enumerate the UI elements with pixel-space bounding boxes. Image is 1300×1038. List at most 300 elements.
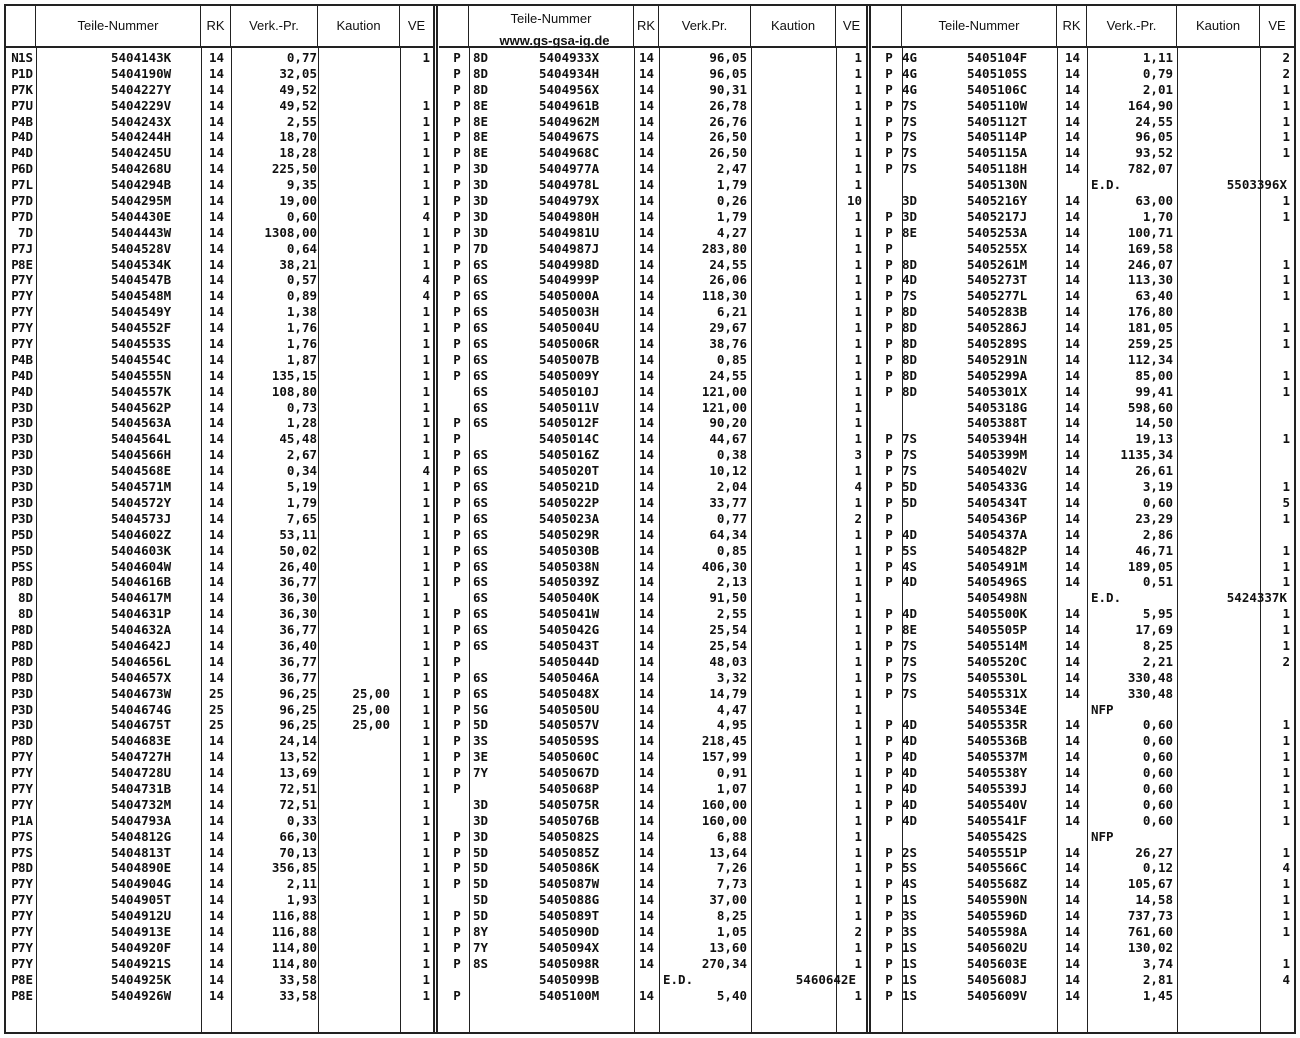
- rk-cell: 14: [209, 494, 225, 510]
- status-cell: P: [11, 637, 19, 653]
- price-cell: 4,95: [716, 717, 747, 733]
- ve-cell: 1: [1282, 558, 1290, 574]
- price-cell: E.D.: [1091, 590, 1122, 606]
- rk-cell: 14: [1065, 717, 1081, 733]
- price-cell: 3,74: [1142, 955, 1173, 971]
- ve-cell: 1: [1282, 97, 1290, 113]
- status-cell: P: [885, 574, 893, 590]
- model-cell: 1S: [902, 939, 918, 955]
- price-cell: 169,58: [1127, 240, 1173, 256]
- part-number-cell: 5405590N: [967, 892, 1028, 908]
- ve-cell: 1: [854, 50, 862, 65]
- price-cell: 72,51: [279, 780, 317, 796]
- status-cell: P: [885, 606, 893, 622]
- ve-cell: 1: [422, 844, 430, 860]
- price-cell: 26,61: [1135, 463, 1173, 479]
- price-cell: 32,05: [279, 65, 317, 81]
- table-row: [6, 50, 433, 66]
- ve-cell: 1: [854, 494, 862, 510]
- rk-cell: 14: [1065, 415, 1081, 431]
- part-number-cell: 5405007B: [539, 351, 600, 367]
- table-row: [872, 241, 1294, 257]
- rk-cell: 14: [209, 145, 225, 161]
- ve-cell: 1: [854, 208, 862, 224]
- table-row: [872, 66, 1294, 82]
- model-cell: 7Y: [18, 749, 34, 765]
- price-cell: 36,40: [279, 637, 317, 653]
- status-cell: P: [11, 494, 19, 510]
- header-kaution: Kaution: [751, 6, 836, 46]
- price-cell: 3,32: [716, 669, 747, 685]
- table-row: [872, 606, 1294, 622]
- status-cell: P: [885, 224, 893, 240]
- price-cell: 33,58: [279, 987, 317, 1003]
- table-row: [6, 733, 433, 749]
- ve-cell: 1: [1282, 955, 1290, 971]
- price-cell: 4,27: [716, 224, 747, 240]
- part-number-cell: 5404728U: [111, 765, 172, 781]
- price-cell: 2,21: [1142, 653, 1173, 669]
- status-cell: P: [11, 510, 19, 526]
- part-number-cell: 5405540V: [967, 796, 1028, 812]
- table-row: [872, 352, 1294, 368]
- rk-cell: 14: [1065, 256, 1081, 272]
- table-row: [872, 781, 1294, 797]
- model-cell: 5D: [473, 876, 489, 892]
- rk-cell: 14: [209, 542, 225, 558]
- status-cell: P: [453, 749, 461, 765]
- part-number-cell: 5405286J: [967, 320, 1028, 336]
- rk-cell: 14: [1065, 892, 1081, 908]
- ve-cell: 1: [422, 987, 430, 1003]
- status-cell: P: [885, 336, 893, 352]
- model-cell: 6S: [473, 351, 489, 367]
- ve-cell: 1: [854, 653, 862, 669]
- header-teile-nummer: Teile-Nummer: [36, 6, 201, 46]
- status-cell: P: [885, 81, 893, 97]
- model-cell: 7S: [902, 145, 918, 161]
- rk-cell: 14: [209, 304, 225, 320]
- ve-cell: 5: [1282, 494, 1290, 510]
- model-cell: 7S: [902, 685, 918, 701]
- part-number-cell: 5405110W: [967, 97, 1028, 113]
- rk-cell: 14: [639, 113, 655, 129]
- price-cell: 24,55: [709, 256, 747, 272]
- status-cell: P: [453, 224, 461, 240]
- price-cell: 8,25: [716, 908, 747, 924]
- ve-cell: 1: [422, 685, 430, 701]
- ve-cell: 1: [854, 526, 862, 542]
- rk-cell: 14: [209, 733, 225, 749]
- part-number-cell: 5404926W: [111, 987, 172, 1003]
- part-number-cell: 5404227Y: [111, 81, 172, 97]
- ve-cell: 4: [422, 288, 430, 304]
- price-cell: 0,60: [1142, 494, 1173, 510]
- status-cell: P: [453, 81, 461, 97]
- ve-cell: 1: [1282, 717, 1290, 733]
- model-cell: 5G: [473, 701, 489, 717]
- price-cell: 0,73: [286, 399, 317, 415]
- status-cell: P: [11, 415, 19, 431]
- model-cell: 6S: [473, 479, 489, 495]
- price-cell: 2,04: [716, 479, 747, 495]
- status-cell: P: [11, 383, 19, 399]
- table-row: [6, 527, 433, 543]
- table-row: [872, 686, 1294, 702]
- ve-cell: 1: [422, 701, 430, 717]
- price-cell: 38,21: [279, 256, 317, 272]
- model-cell: 7Y: [473, 939, 489, 955]
- price-cell: 100,71: [1127, 224, 1173, 240]
- part-number-cell: 5404812G: [111, 828, 172, 844]
- status-cell: P: [885, 796, 893, 812]
- rk-cell: 14: [1065, 622, 1081, 638]
- price-cell: 3,19: [1142, 479, 1173, 495]
- status-cell: P: [885, 145, 893, 161]
- status-cell: P: [885, 955, 893, 971]
- header-ve: VE: [842, 18, 861, 33]
- header-rk: RK: [201, 6, 231, 46]
- part-number-cell: 5405217J: [967, 208, 1028, 224]
- ve-cell: 1: [854, 542, 862, 558]
- rk-cell: 14: [1065, 733, 1081, 749]
- rk-cell: 14: [1065, 383, 1081, 399]
- ve-cell: 1: [422, 50, 430, 65]
- ve-cell: 1: [854, 955, 862, 971]
- ve-cell: 1: [854, 796, 862, 812]
- part-number-cell: 5404245U: [111, 145, 172, 161]
- rk-cell: 14: [639, 574, 655, 590]
- part-number-cell: 5404602Z: [111, 526, 172, 542]
- table-row: [6, 288, 433, 304]
- price-cell: 0,12: [1142, 860, 1173, 876]
- price-cell: 0,33: [286, 812, 317, 828]
- table-row: [439, 463, 867, 479]
- table-row: [439, 479, 867, 495]
- part-number-cell: 5405087W: [539, 876, 600, 892]
- table-row: [872, 320, 1294, 336]
- price-cell: 36,30: [279, 606, 317, 622]
- price-cell: 270,34: [701, 955, 747, 971]
- part-number-cell: 5405261M: [967, 256, 1028, 272]
- table-row: [6, 749, 433, 765]
- model-cell: 8D: [473, 50, 489, 65]
- ve-cell: 1: [854, 431, 862, 447]
- table-row: [439, 908, 867, 924]
- ve-cell: 1: [1282, 844, 1290, 860]
- model-cell: 4D: [902, 272, 918, 288]
- part-number-cell: 5404562P: [111, 399, 172, 415]
- model-cell: 8D: [902, 256, 918, 272]
- part-number-cell: 5404632A: [111, 622, 172, 638]
- price-cell: 90,31: [709, 81, 747, 97]
- table-row: [872, 114, 1294, 130]
- column-group-1: [6, 6, 433, 1032]
- part-number-cell: 5405112T: [967, 113, 1028, 129]
- ve-cell: 1: [1282, 796, 1290, 812]
- model-cell: 5D: [18, 542, 34, 558]
- price-cell: 14,79: [709, 685, 747, 701]
- part-number-cell: 5405603E: [967, 955, 1028, 971]
- rk-cell: 14: [209, 447, 225, 463]
- rk-cell: 14: [1065, 97, 1081, 113]
- rk-cell: 14: [209, 955, 225, 971]
- status-cell: P: [11, 733, 19, 749]
- model-cell: 3S: [473, 733, 489, 749]
- price-cell: 1308,00: [264, 224, 317, 240]
- ve-cell: 1: [854, 65, 862, 81]
- ve-cell: 1: [422, 494, 430, 510]
- ve-cell: 1: [422, 971, 430, 987]
- table-row: [439, 972, 867, 988]
- rk-cell: 14: [209, 129, 225, 145]
- status-cell: P: [11, 558, 19, 574]
- price-cell: E.D.: [663, 971, 694, 987]
- model-cell: 3D: [473, 812, 489, 828]
- status-cell: P: [453, 923, 461, 939]
- rk-cell: 14: [639, 367, 655, 383]
- ve-cell: 1: [854, 987, 862, 1003]
- table-row: [6, 574, 433, 590]
- status-cell: P: [453, 574, 461, 590]
- table-row: [6, 845, 433, 861]
- part-number-cell: 5405060C: [539, 749, 600, 765]
- ve-cell: 1: [854, 590, 862, 606]
- rk-cell: 14: [1065, 208, 1081, 224]
- table-row: [6, 511, 433, 527]
- table-row: [6, 860, 433, 876]
- ve-cell: 4: [422, 463, 430, 479]
- model-cell: 7S: [902, 669, 918, 685]
- status-cell: P: [885, 494, 893, 510]
- table-row: [6, 463, 433, 479]
- part-number-cell: 5404981U: [539, 224, 600, 240]
- part-number-cell: 5405082S: [539, 828, 600, 844]
- header-verk-pr: Verk.-Pr.: [1087, 6, 1177, 46]
- price-cell: 96,25: [279, 685, 317, 701]
- model-cell: 8E: [902, 622, 918, 638]
- part-number-cell: 5405520C: [967, 653, 1028, 669]
- table-row: [6, 352, 433, 368]
- rk-cell: 14: [639, 542, 655, 558]
- model-cell: 4D: [902, 526, 918, 542]
- part-number-cell: 5405090D: [539, 923, 600, 939]
- status-cell: P: [11, 717, 19, 733]
- table-row: [6, 702, 433, 718]
- rk-cell: 14: [209, 113, 225, 129]
- rk-cell: 25: [209, 717, 225, 733]
- rk-cell: 14: [209, 510, 225, 526]
- table-row: [439, 304, 867, 320]
- price-cell: 29,67: [709, 320, 747, 336]
- part-number-cell: 5404557K: [111, 383, 172, 399]
- ve-cell: 1: [422, 97, 430, 113]
- status-cell: P: [453, 320, 461, 336]
- model-cell: 3D: [473, 796, 489, 812]
- ve-cell: 1: [854, 129, 862, 145]
- status-cell: P: [11, 177, 19, 193]
- rk-cell: 14: [209, 876, 225, 892]
- table-row: [6, 177, 433, 193]
- ve-cell: 1: [422, 558, 430, 574]
- ve-cell: 1: [1282, 574, 1290, 590]
- part-number-cell: 5405531X: [967, 685, 1028, 701]
- table-row: [6, 241, 433, 257]
- model-cell: 4D: [18, 129, 34, 145]
- table-row: [872, 702, 1294, 718]
- rk-cell: 14: [1065, 479, 1081, 495]
- model-cell: 2S: [902, 844, 918, 860]
- part-number-cell: 5404921S: [111, 955, 172, 971]
- rk-cell: 14: [1065, 320, 1081, 336]
- part-number-cell: 5404552F: [111, 320, 172, 336]
- rk-cell: 14: [639, 510, 655, 526]
- table-row: [6, 304, 433, 320]
- price-cell: 1,45: [1142, 987, 1173, 1003]
- model-cell: 7U: [18, 97, 34, 113]
- price-cell: 33,77: [709, 494, 747, 510]
- status-cell: P: [11, 145, 19, 161]
- rk-cell: 14: [209, 590, 225, 606]
- rk-cell: 14: [1065, 923, 1081, 939]
- part-number-cell: 5405433G: [967, 479, 1028, 495]
- table-row: [439, 590, 867, 606]
- model-cell: 3D: [473, 177, 489, 193]
- price-cell: 17,69: [1135, 622, 1173, 638]
- table-row: [872, 543, 1294, 559]
- rk-cell: 14: [1065, 304, 1081, 320]
- price-cell: 45,48: [279, 431, 317, 447]
- part-number-cell: 5405098R: [539, 955, 600, 971]
- price-cell: NFP: [1091, 701, 1114, 717]
- price-cell: 737,73: [1127, 908, 1173, 924]
- status-cell: P: [11, 65, 19, 81]
- rk-cell: 14: [1065, 336, 1081, 352]
- model-cell: 3D: [18, 494, 34, 510]
- status-cell: P: [11, 939, 19, 955]
- model-cell: 6S: [473, 320, 489, 336]
- rk-cell: 14: [1065, 399, 1081, 415]
- table-header: [872, 6, 1294, 48]
- part-number-cell: 5405030B: [539, 542, 600, 558]
- model-cell: 7S: [18, 828, 34, 844]
- rk-cell: 14: [1065, 765, 1081, 781]
- table-row: [6, 924, 433, 940]
- price-cell: 114,80: [271, 939, 317, 955]
- ve-cell: 1: [854, 765, 862, 781]
- table-row: [439, 447, 867, 463]
- table-row: [872, 940, 1294, 956]
- rk-cell: 14: [1065, 240, 1081, 256]
- model-cell: 6S: [473, 415, 489, 431]
- part-number-cell: 5405299A: [967, 367, 1028, 383]
- price-cell: 18,70: [279, 129, 317, 145]
- rk-cell: 14: [209, 240, 225, 256]
- status-cell: P: [885, 65, 893, 81]
- model-cell: 1A: [18, 812, 34, 828]
- rk-cell: 14: [209, 780, 225, 796]
- model-cell: 8E: [18, 987, 34, 1003]
- price-cell: 135,15: [271, 367, 317, 383]
- table-row: [6, 415, 433, 431]
- rk-cell: 14: [1065, 955, 1081, 971]
- ve-cell: 1: [854, 685, 862, 701]
- part-number-cell: 5404572Y: [111, 494, 172, 510]
- rows: [872, 50, 1294, 1003]
- part-number-cell: 5405029R: [539, 526, 600, 542]
- model-cell: 7S: [902, 463, 918, 479]
- rk-cell: 14: [1065, 987, 1081, 1003]
- price-cell: 1,79: [716, 208, 747, 224]
- rk-cell: 14: [639, 320, 655, 336]
- status-cell: P: [453, 336, 461, 352]
- ve-cell: 1: [1282, 622, 1290, 638]
- status-cell: P: [453, 65, 461, 81]
- rk-cell: 14: [1065, 510, 1081, 526]
- part-number-cell: 5405094X: [539, 939, 600, 955]
- part-number-cell: 5404554C: [111, 351, 172, 367]
- price-cell: 176,80: [1127, 304, 1173, 320]
- ve-cell: 1: [854, 844, 862, 860]
- rk-cell: 14: [1065, 351, 1081, 367]
- table-row: [439, 622, 867, 638]
- ve-cell: 1: [422, 860, 430, 876]
- price-cell: 1135,34: [1120, 447, 1173, 463]
- price-cell: 26,50: [709, 129, 747, 145]
- ve-cell: 1: [854, 161, 862, 177]
- ve-cell: 1: [422, 653, 430, 669]
- part-number-cell: 5405104F: [967, 50, 1028, 65]
- price-cell: 25,54: [709, 622, 747, 638]
- ve-cell: 1: [422, 955, 430, 971]
- status-cell: P: [11, 574, 19, 590]
- model-cell: 4D: [902, 765, 918, 781]
- table-row: [439, 670, 867, 686]
- part-number-cell: 5405394H: [967, 431, 1028, 447]
- rk-cell: 14: [209, 177, 225, 193]
- ve-cell: 1: [1282, 145, 1290, 161]
- model-cell: 5S: [18, 558, 34, 574]
- ve-cell: 1: [422, 240, 430, 256]
- price-cell: 0,79: [1142, 65, 1173, 81]
- model-cell: 7S: [902, 288, 918, 304]
- ve-cell: 1: [854, 463, 862, 479]
- part-number-cell: 5404904G: [111, 876, 172, 892]
- model-cell: 3S: [902, 923, 918, 939]
- status-cell: P: [453, 908, 461, 924]
- part-number-cell: 5404243X: [111, 113, 172, 129]
- price-cell: 24,55: [1135, 113, 1173, 129]
- part-number-cell: 5405048X: [539, 685, 600, 701]
- table-row: [872, 829, 1294, 845]
- table-row: [6, 384, 433, 400]
- price-cell: 0,51: [1142, 574, 1173, 590]
- price-cell: 36,77: [279, 622, 317, 638]
- part-number-cell: 5405538Y: [967, 765, 1028, 781]
- price-cell: 6,88: [716, 828, 747, 844]
- rk-cell: 14: [209, 908, 225, 924]
- table-row: [872, 447, 1294, 463]
- model-cell: 7Y: [473, 765, 489, 781]
- ve-cell: 3: [854, 447, 862, 463]
- price-cell: 13,60: [709, 939, 747, 955]
- status-cell: P: [885, 860, 893, 876]
- ve-cell: 1: [1282, 288, 1290, 304]
- table-row: [872, 638, 1294, 654]
- table-row: [439, 114, 867, 130]
- header-blank: [872, 6, 902, 46]
- price-cell: 38,76: [709, 336, 747, 352]
